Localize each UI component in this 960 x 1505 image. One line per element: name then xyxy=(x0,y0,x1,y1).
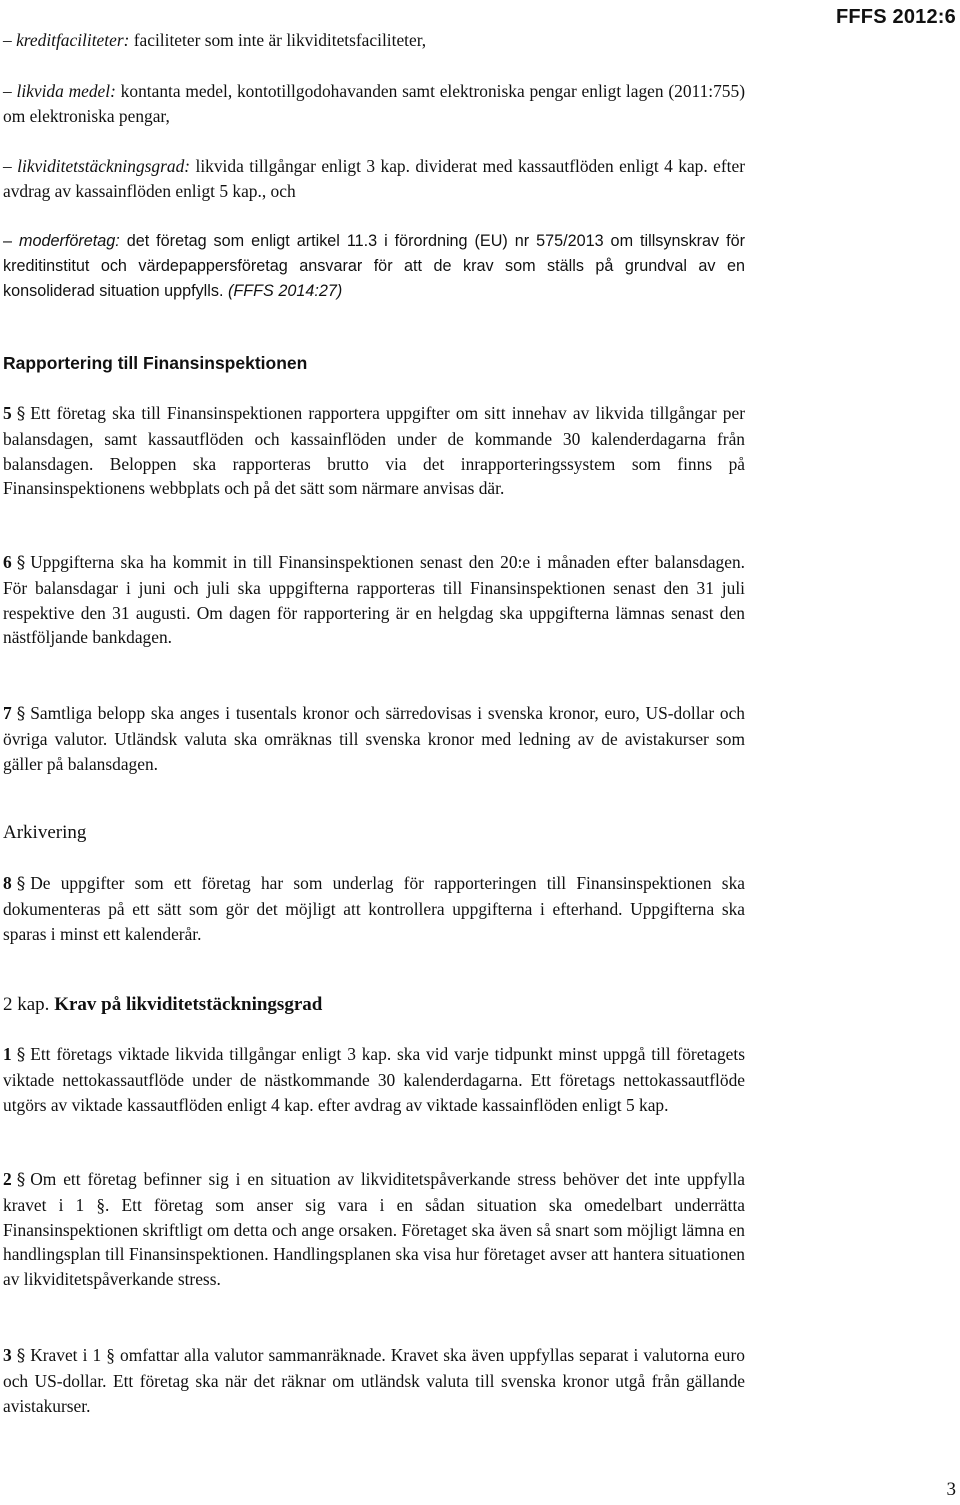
definition-text: det företag som enligt artikel 11.3 i förordning (EU) nr 575/2013 om tillsynskrav för kreditinstitut och värdepappersföretag ansvarar för att de krav som ställs på grundval av en konsoliderad situation uppfylls. xyxy=(3,232,746,300)
paragraph-8 xyxy=(3,871,745,946)
document-code-header: FFFS 2012:6 xyxy=(835,6,956,28)
dash: – xyxy=(3,81,12,101)
paragraph-3 xyxy=(3,1343,745,1418)
chapter-heading xyxy=(3,994,322,1016)
definition-item xyxy=(3,28,745,53)
paragraph-7 xyxy=(3,701,745,776)
paragraph-text: De uppgifter som ett företag har som underlag för rapporteringen till Finansinspektionen ska dokumenteras på ett sätt som gör det möjligt att kontrollera uppgifterna i efterhand. Uppgifterna ska sparas i minst ett kalenderår. xyxy=(3,873,745,944)
paragraph-text: Samtliga belopp ska anges i tusentals kronor och särredovisas i svenska kronor, euro, US-dollar och övriga valutor. Utländsk valuta ska omräknas till svenska kronor med ledning av de avistakurser som gäller på balansdagen. xyxy=(3,703,745,774)
definition-item xyxy=(3,229,745,304)
paragraph-number: 8 xyxy=(3,873,12,893)
definition-text: kontanta medel, kontotillgodohavanden samt elektroniska pengar enligt lagen (2011:755) om elektroniska pengar, xyxy=(3,81,745,126)
page-number: 3 xyxy=(946,1479,956,1500)
paragraph-number: 6 xyxy=(3,552,12,572)
definition-text: faciliteter som inte är likviditetsfaciliteter, xyxy=(129,30,427,50)
paragraph-text: Ett företags viktade likvida tillgångar enligt 3 kap. ska vid varje tidpunkt minst uppgå till företagets viktade nettokassautflöde under de nästkommande 30 kalenderdagarna. Ett företags nettokassautflöde utgörs av viktade kassautflöden enligt 4 kap. efter avdrag av viktade kassainflöden enligt 5 kap. xyxy=(3,1044,745,1115)
paragraph-number: 1 xyxy=(3,1044,12,1064)
section-heading-rapportering: Rapportering till Finansinspektionen xyxy=(3,353,308,373)
definition-term: likvida medel: xyxy=(16,81,116,101)
definition-term: likviditetstäckningsgrad: xyxy=(17,156,191,176)
chapter-title: Krav på likviditetstäckningsgrad xyxy=(54,994,323,1015)
definition-item xyxy=(3,79,745,129)
paragraph-number: 2 xyxy=(3,1169,12,1189)
dash: – xyxy=(3,30,12,50)
definition-text: likvida tillgångar enligt 3 kap. dividerat med kassautflöden enligt 4 kap. efter avdrag av kassainflöden enligt 5 kap., och xyxy=(3,156,745,201)
chapter-number: 2 kap. xyxy=(3,994,50,1015)
paragraph-text: Om ett företag befinner sig i en situation av likviditetspåverkande stress behöver det inte uppfylla kravet i 1 §. Ett företag som anser sig vara i en sådan situation ska omedelbart underrätta Finansinspektionen skriftligt om detta och ange orsaken. Företaget ska även så snart som möjligt lämna en handlingsplan till Finansinspektionen. Handlingsplanen ska visa hur företaget avser att hantera situationen av likviditetspåverkande stress. xyxy=(3,1169,745,1290)
paragraph-sign: § xyxy=(16,404,26,424)
paragraph-text: Ett företag ska till Finansinspektionen rapportera uppgifter om sitt innehav av likvida tillgångar per balansdagen, samt kassautflöden och kassainflöden under de kommande 30 kalenderdagarna från balansdagen. Beloppen ska rapporteras brutto via det inrapporteringssystem som finns på Finansinspektionens webbplats och på det sätt som närmare anvisas där. xyxy=(3,403,745,499)
paragraph-5 xyxy=(3,401,745,501)
paragraph-1 xyxy=(3,1042,745,1117)
definition-term: kreditfaciliteter: xyxy=(16,30,130,50)
paragraph-number: 5 xyxy=(3,403,12,423)
definition-term: moderföretag: xyxy=(18,232,120,250)
paragraph-number: 7 xyxy=(3,703,12,723)
dash: – xyxy=(3,156,12,176)
paragraph-sign: § xyxy=(16,874,26,894)
paragraph-text: Uppgifterna ska ha kommit in till Finansinspektionen senast den 20:e i månaden efter balansdagen. För balansdagar i juni och juli ska uppgifterna rapporteras till Finansinspektionen senast den 31 juli respektive den 31 augusti. Om dagen för rapportering är en helgdag ska uppgifterna lämnas senast den nästföljande bankdagen. xyxy=(3,552,745,648)
paragraph-number: 3 xyxy=(3,1345,12,1365)
paragraph-sign: § xyxy=(16,553,26,573)
paragraph-text: Kravet i 1 § omfattar alla valutor sammanräknade. Kravet ska även uppfyllas separat i valutorna euro och US-dollar. Ett företag ska när det räknar om utländsk valuta till svenska kronor utgå från gällande avistakurser. xyxy=(3,1345,745,1416)
amendment-reference: (FFFS 2014:27) xyxy=(223,282,343,300)
section-heading-arkivering: Arkivering xyxy=(3,822,87,843)
paragraph-6 xyxy=(3,550,745,650)
paragraph-sign: § xyxy=(16,1170,26,1190)
definition-item xyxy=(3,154,745,204)
dash: – xyxy=(3,232,13,250)
paragraph-sign: § xyxy=(16,1045,26,1065)
paragraph-sign: § xyxy=(16,1346,26,1366)
paragraph-sign: § xyxy=(16,704,26,724)
paragraph-2 xyxy=(3,1167,745,1292)
